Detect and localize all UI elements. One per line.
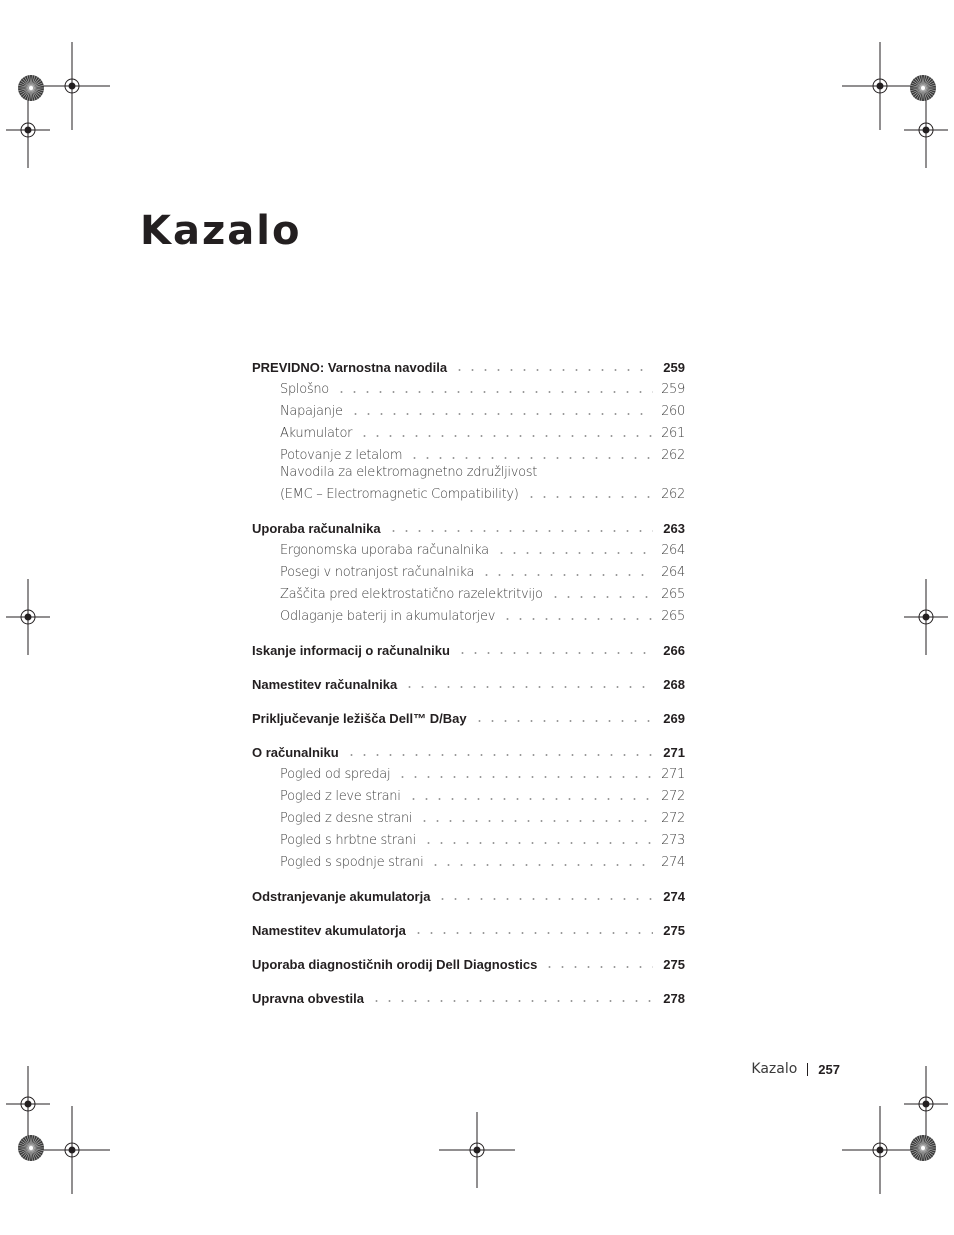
toc-entry-text: Napajanje bbox=[280, 404, 343, 419]
toc-section-entry[interactable] bbox=[252, 670, 685, 692]
toc-section-entry[interactable] bbox=[252, 514, 685, 536]
footer-separator bbox=[807, 1063, 808, 1076]
toc-section-entry[interactable] bbox=[252, 984, 685, 1006]
toc-entry-text: PREVIDNO: Varnostna navodila bbox=[252, 360, 448, 375]
toc-page-number: 266 bbox=[663, 643, 685, 658]
toc-subsection-entry[interactable] bbox=[252, 782, 685, 804]
toc-subsection-entry[interactable] bbox=[252, 558, 685, 580]
toc-page-number: 261 bbox=[661, 426, 685, 441]
toc-section-entry[interactable] bbox=[252, 353, 685, 375]
toc-subsection-entry[interactable] bbox=[252, 580, 685, 602]
starburst-mark-icon bbox=[908, 73, 938, 103]
toc-entry-text: Akumulator bbox=[280, 426, 353, 441]
starburst-mark-icon bbox=[908, 1133, 938, 1163]
toc-page-number: 265 bbox=[661, 609, 685, 624]
page-footer bbox=[700, 1061, 840, 1077]
toc-page-number: 264 bbox=[661, 565, 685, 580]
toc-subsection-entry[interactable] bbox=[252, 397, 685, 419]
toc-leader-dots bbox=[335, 390, 653, 394]
toc-subsection-entry[interactable] bbox=[252, 480, 685, 502]
toc-leader-dots bbox=[549, 595, 653, 599]
toc-leader-dots bbox=[422, 841, 653, 845]
toc-entry-text: O računalniku bbox=[252, 745, 339, 760]
toc-entry-text: Pogled z leve strani bbox=[280, 789, 401, 804]
toc-subsection-entry[interactable] bbox=[252, 419, 685, 441]
toc-leader-dots bbox=[543, 965, 653, 969]
toc-page-number: 259 bbox=[661, 382, 685, 397]
toc-page-number: 263 bbox=[663, 521, 685, 536]
toc-leader-dots bbox=[429, 863, 653, 867]
toc-leader-dots bbox=[387, 529, 653, 533]
toc-page-number: 262 bbox=[661, 487, 685, 502]
toc-subsection-entry[interactable] bbox=[252, 375, 685, 397]
toc-leader-dots bbox=[525, 495, 653, 499]
toc-entry-text: Potovanje z letalom bbox=[280, 448, 403, 463]
toc-leader-dots bbox=[436, 897, 653, 901]
toc-section-entry[interactable] bbox=[252, 882, 685, 904]
toc-entry-text: Namestitev akumulatorja bbox=[252, 923, 406, 938]
toc-entry-text: Pogled z desne strani bbox=[280, 811, 413, 826]
toc-entry-text: Uporaba računalnika bbox=[252, 521, 381, 536]
toc-page-number: 259 bbox=[663, 360, 685, 375]
toc-subsection-entry[interactable] bbox=[252, 441, 685, 463]
toc-subsection-entry[interactable] bbox=[252, 760, 685, 782]
toc-leader-dots bbox=[480, 573, 653, 577]
toc-entry-text: Pogled s hrbtne strani bbox=[280, 833, 416, 848]
toc-leader-dots bbox=[396, 775, 653, 779]
toc-page-number: 265 bbox=[661, 587, 685, 602]
toc-entry-text: Posegi v notranjost računalnika bbox=[280, 565, 475, 580]
table-of-contents bbox=[252, 353, 685, 1006]
toc-subsection-entry[interactable] bbox=[252, 826, 685, 848]
toc-page-number: 269 bbox=[663, 711, 685, 726]
toc-page-number: 275 bbox=[663, 923, 685, 938]
toc-leader-dots bbox=[412, 931, 653, 935]
toc-entry-text: Navodila za elektromagnetno združljivost bbox=[280, 465, 538, 480]
toc-page-number: 272 bbox=[661, 789, 685, 804]
toc-page-number: 274 bbox=[661, 855, 685, 870]
toc-entry-text: Odlaganje baterij in akumulatorjev bbox=[280, 609, 496, 624]
toc-entry-text: Splošno bbox=[280, 382, 329, 397]
toc-entry-text: Ergonomska uporaba računalnika bbox=[280, 543, 489, 558]
toc-leader-dots bbox=[370, 999, 653, 1003]
toc-entry-text: Priključevanje ležišča Dell™ D/Bay bbox=[252, 711, 467, 726]
toc-subsection-entry[interactable] bbox=[252, 602, 685, 624]
toc-leader-dots bbox=[358, 434, 653, 438]
footer-page-number: 257 bbox=[818, 1061, 840, 1077]
toc-entry-text: Odstranjevanje akumulatorja bbox=[252, 889, 431, 904]
toc-leader-dots bbox=[501, 617, 653, 621]
toc-entry-text: Pogled od spredaj bbox=[280, 767, 391, 782]
footer-chapter-title: Kazalo bbox=[751, 1061, 798, 1077]
toc-page-number: 268 bbox=[663, 677, 685, 692]
toc-page-number: 260 bbox=[661, 404, 685, 419]
toc-page-number: 274 bbox=[663, 889, 685, 904]
toc-entry-text: (EMC – Electromagnetic Compatibility) bbox=[280, 487, 519, 502]
toc-leader-dots bbox=[407, 797, 653, 801]
toc-page-number: 262 bbox=[661, 448, 685, 463]
toc-entry-text: Zaščita pred elektrostatično razelektritvijo bbox=[280, 587, 543, 602]
toc-page-number: 272 bbox=[661, 811, 685, 826]
toc-leader-dots bbox=[456, 651, 653, 655]
toc-page-number: 264 bbox=[661, 543, 685, 558]
toc-page-number: 273 bbox=[661, 833, 685, 848]
starburst-mark-icon bbox=[16, 73, 46, 103]
toc-entry-text: Upravna obvestila bbox=[252, 991, 364, 1006]
toc-leader-dots bbox=[345, 753, 653, 757]
toc-entry-line bbox=[252, 463, 685, 480]
toc-page-number: 275 bbox=[663, 957, 685, 972]
toc-leader-dots bbox=[453, 368, 653, 372]
toc-section-entry[interactable] bbox=[252, 738, 685, 760]
toc-subsection-entry[interactable] bbox=[252, 804, 685, 826]
starburst-mark-icon bbox=[16, 1133, 46, 1163]
toc-entry-text: Pogled s spodnje strani bbox=[280, 855, 424, 870]
toc-subsection-entry[interactable] bbox=[252, 848, 685, 870]
toc-leader-dots bbox=[403, 685, 653, 689]
toc-leader-dots bbox=[349, 412, 653, 416]
toc-page-number: 271 bbox=[663, 745, 685, 760]
toc-section-entry[interactable] bbox=[252, 636, 685, 658]
toc-leader-dots bbox=[408, 456, 653, 460]
toc-page-number: 278 bbox=[663, 991, 685, 1006]
toc-section-entry[interactable] bbox=[252, 704, 685, 726]
toc-leader-dots bbox=[418, 819, 653, 823]
toc-page-number: 271 bbox=[661, 767, 685, 782]
toc-entry-text: Namestitev računalnika bbox=[252, 677, 398, 692]
toc-entry-text: Iskanje informacij o računalniku bbox=[252, 643, 450, 658]
toc-subsection-entry[interactable] bbox=[252, 536, 685, 558]
toc-entry-text: Uporaba diagnostičnih orodij Dell Diagnostics bbox=[252, 957, 538, 972]
toc-section-entry[interactable] bbox=[252, 950, 685, 972]
toc-leader-dots bbox=[495, 551, 653, 555]
page-title: Kazalo bbox=[140, 208, 302, 254]
toc-leader-dots bbox=[473, 719, 653, 723]
toc-section-entry[interactable] bbox=[252, 916, 685, 938]
